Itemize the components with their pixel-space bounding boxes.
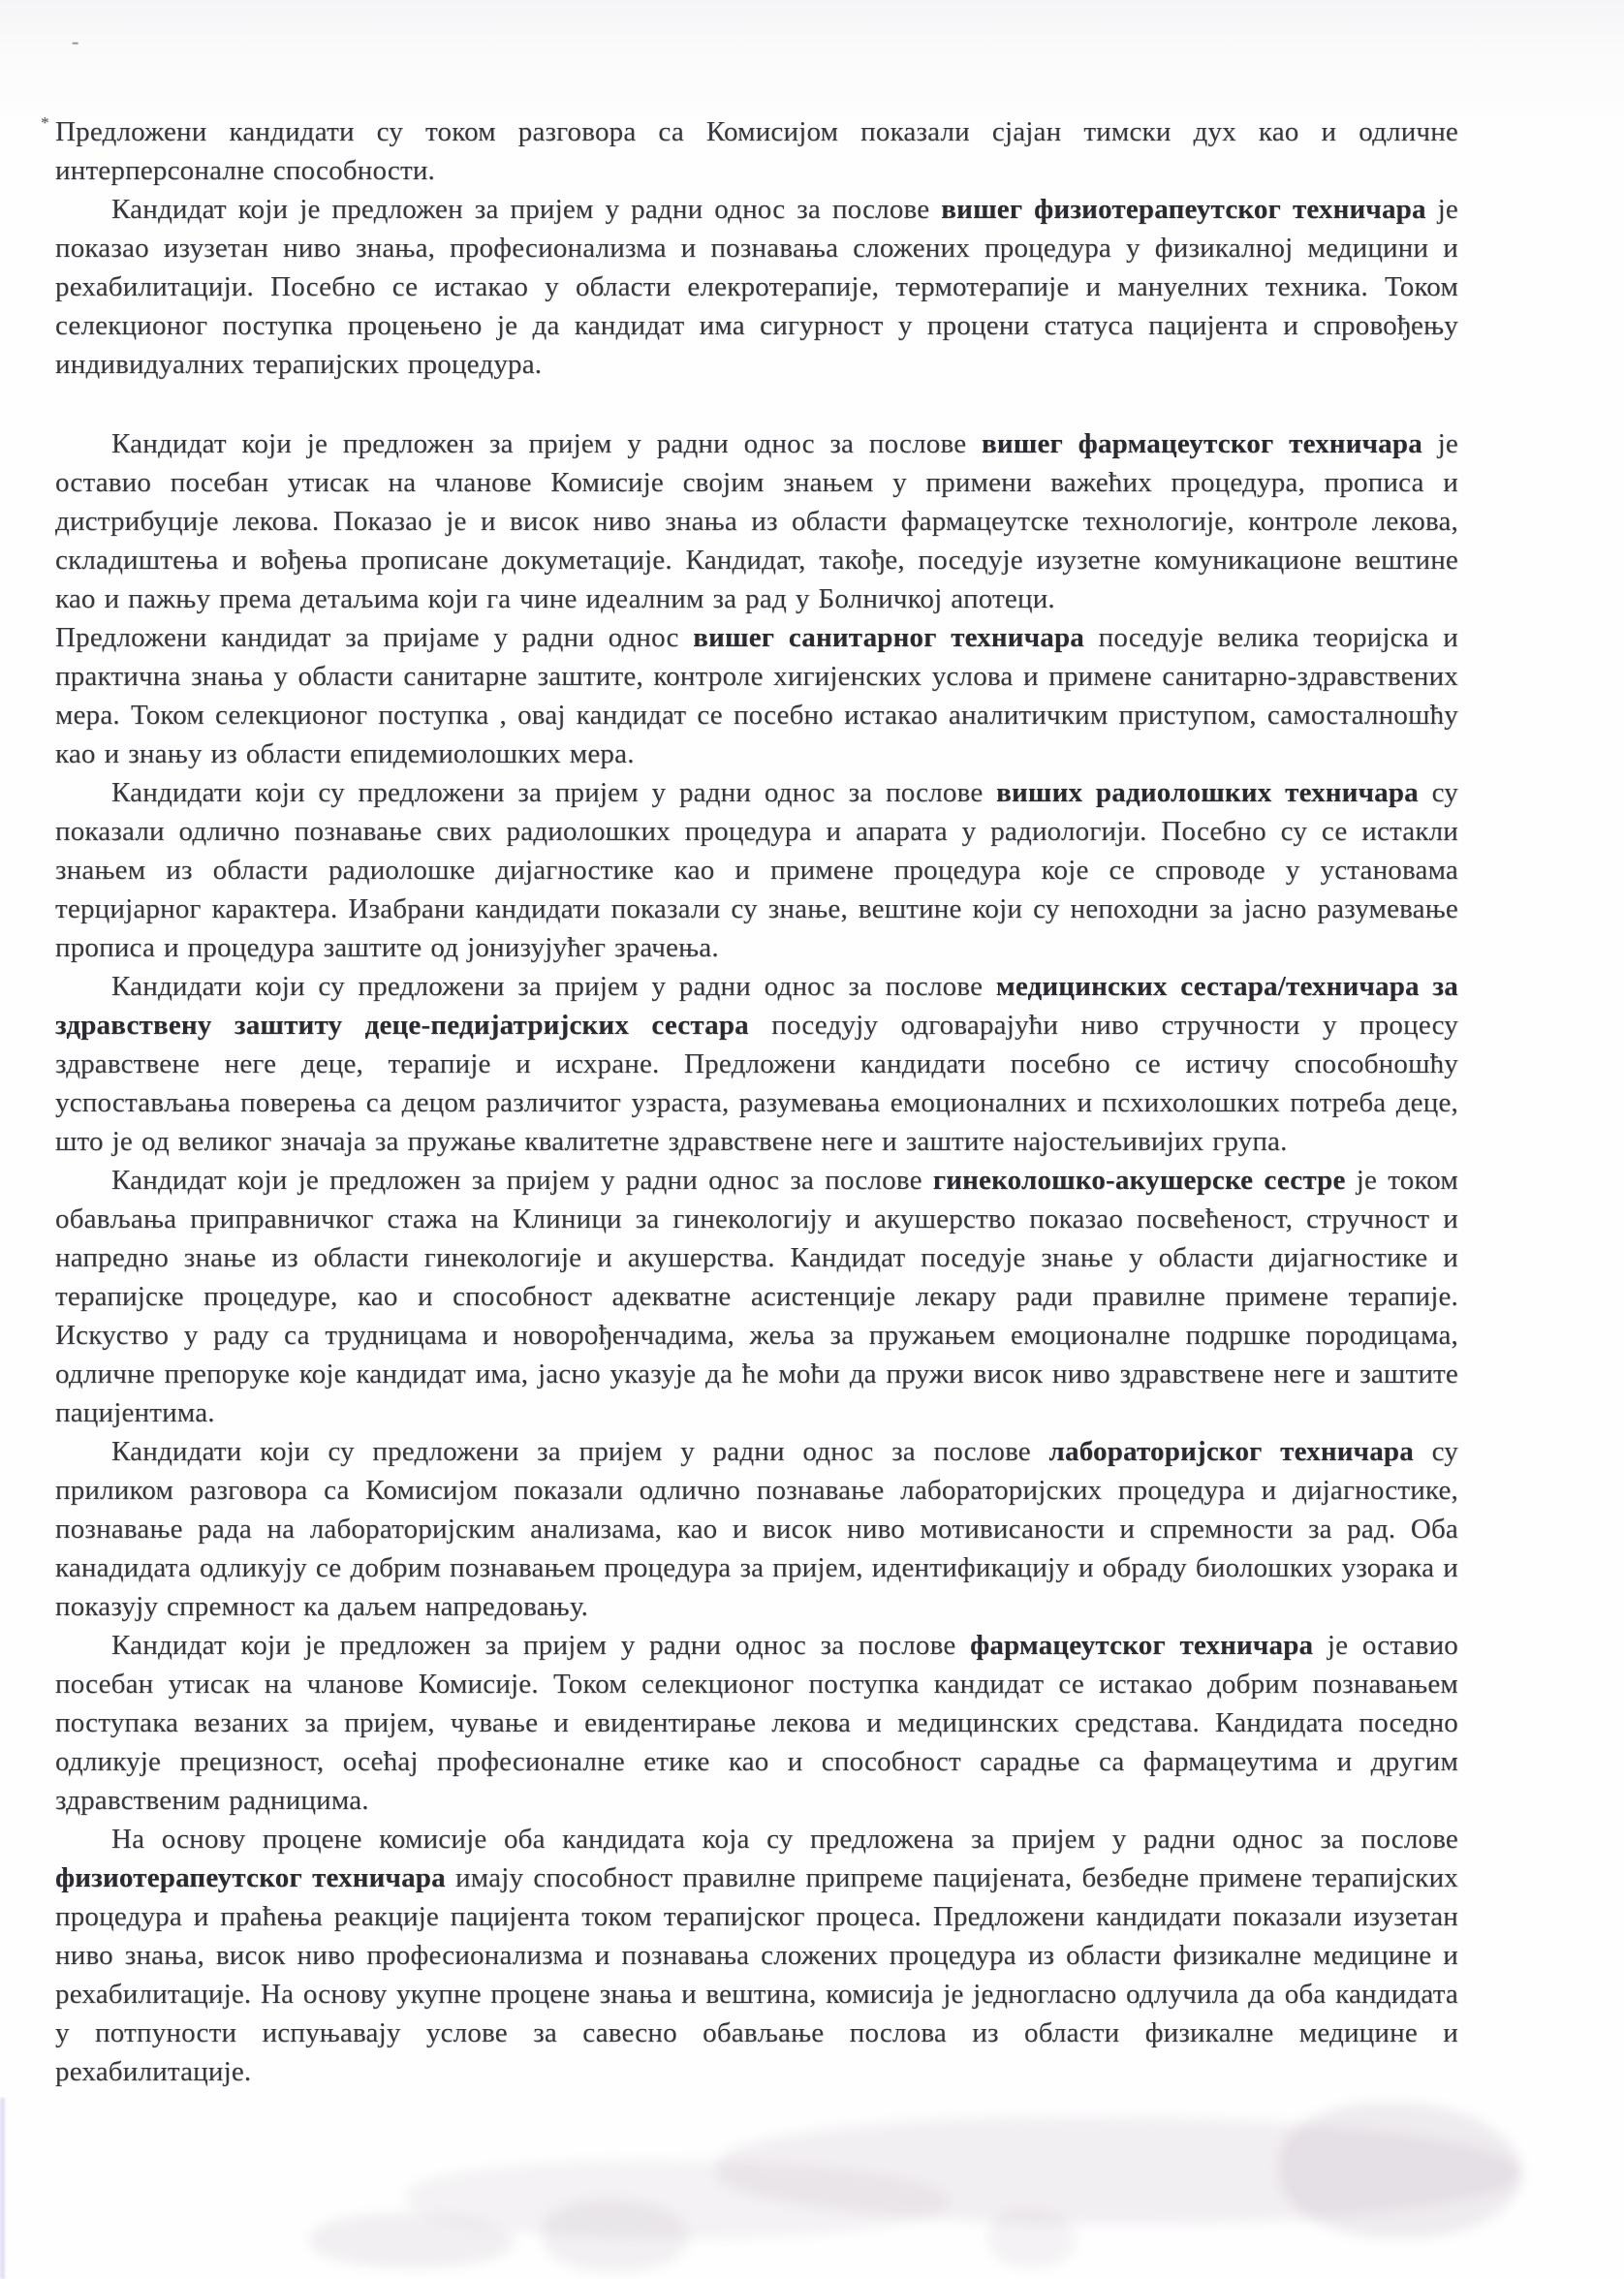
paragraph [41, 112, 1458, 190]
text-run: Кандидати који су предложени за пријем у радни однос за послове [111, 1436, 1049, 1467]
job-title-bold-run: виших радиолошких техничара [996, 777, 1419, 808]
job-title-bold-run: медицинских сестара/техничара за здравствену заштиту деце-педијатријских сестара [55, 971, 1458, 1041]
text-run: су показали одлично познавање свих радиолошких процедура и апарата у радиологији. Посебно су се истакли знањем из области радиолошке дијагностике као и примене процедура које се спроводе у установама терцијарног карактера. Изабрани кандидати показали су знање, вештине који су непоходни за јасно разумевање прописа и процедура заштите од јонизујућег зрачења. [55, 777, 1459, 963]
text-run: Кандидат који је предложен за пријем у радни однос за послове [111, 194, 942, 225]
job-title-bold-run: физиотерапеутског техничара [55, 1862, 446, 1893]
text-run: Кандидат који је предложен за пријем у радни однос за послове [111, 1630, 971, 1661]
text-run: Кандидати који су предложени за пријем у радни однос за послове [111, 971, 996, 1002]
paragraph [55, 424, 1458, 618]
scan-edge-line [0, 2098, 5, 2279]
job-title-bold-run: вишег фармацеутског техничара [982, 428, 1422, 459]
paragraph [55, 618, 1458, 773]
bleed-through-blob [988, 2209, 1076, 2267]
bleed-through-blob [407, 2161, 950, 2238]
text-run: имају способност правилне припреме пацијената, безбедне примене терапијских процедура и праћења реакције пацијента током терапијског процеса. Предложени кандидати показали изузетан ниво знања, висок ниво професионализма и познавања сложених процедура из области физикалне медицине и рехабилитације. На основу укупне процене знања и вештина, комисија је једногласно одлучила да оба кандидата у потпуности испуњавају услове за савесно обављање послова из области физикалне медицине и рехабилитације. [55, 1862, 1458, 2087]
job-title-bold-run: гинеколошко-акушерске сестре [932, 1165, 1346, 1196]
scan-artifact-mark: - [72, 29, 80, 53]
text-run: Кандидат који је предложен за пријем у радни однос за послове [111, 1165, 933, 1196]
bleed-through-blob [543, 2200, 688, 2272]
paragraph [55, 190, 1458, 384]
text-run: поседује велика теоријска и практична знања у области санитарне заштите, контроле хигијенских услова и примене санитарно-здравствених мера. Током селекционог поступка , овај кандидат се посебно истакао аналитичким приступом, самосталношћу као и знању из области епидемиолошких мера. [55, 622, 1458, 769]
paragraph [55, 1432, 1458, 1626]
text-run: Кандидат који је предложен за пријем у радни однос за послове [111, 428, 983, 459]
text-run: Предложени кандидат за пријаме у радни однос [55, 622, 694, 653]
paragraph [55, 1161, 1458, 1432]
text-run: На основу процене комисије оба кандидата која су предложена за пријем у радни однос за послове [111, 1824, 1458, 1855]
document-text-block [41, 112, 1459, 2091]
bleed-through-blob [717, 2117, 1521, 2224]
job-title-bold-run: вишег санитарног техничара [693, 622, 1084, 653]
job-title-bold-run: вишег физиотерапеутског техничара [941, 194, 1426, 225]
text-run: је показао изузетан ниво знања, професионализма и познавања сложених процедура у физикалној медицини и рехабилитацији. Посебно се истакао у области елекротерапије, термотерапије и мануелних техника. Током селекционог поступка процењено је да кандидат има сигурност у процени статуса пацијента и спровођењу индивидуалних терапијских процедура. [55, 194, 1458, 380]
text-run: Предложени кандидати су током разговора са Комисијом показали сјајан тимски дух као и одличне интерперсоналне способности. [55, 116, 1458, 186]
job-title-bold-run: лабораторијског техничара [1048, 1436, 1414, 1467]
text-run: је током обављања приправничког стажа на Клиници за гинекологију и акушерство показао посвећеност, стручност и напредно знање из области гинекологије и акушерства. Кандидат поседује знање у области дијагностике и терапијске процедуре, као и способност адекватне асистенције лекару ради правилне примене терапије. Искуство у раду са трудницама и новорођенчадима, жеља за пружањем емоционалне подршке породицама, одличне препоруке које кандидат има, јасно указује да ће моћи да пружи висок ниво здравствене неге и заштите пацијентима. [55, 1165, 1458, 1428]
paragraph [55, 967, 1458, 1161]
paragraph-marker: * [41, 113, 49, 132]
paragraph [55, 1626, 1458, 1820]
text-run: су приликом разговора са Комисијом показали одлично познавање лабораторијских процедура и дијагностике, познавање рада на лабораторијским анализама, као и висок ниво мотивисаности и спремности за рад. Оба канадидата одликују се добрим познавањем процедура за пријем, идентификацију и обраду биолошких узорака и показују спремност ка даљем напредовању. [55, 1436, 1458, 1622]
text-run: поседују одговарајући ниво стручности у процесу здравствене неге деце, терапије и исхране. Предложени кандидати посебно се истичу способношћу успостављања поверења са децом различитог узраста, разумевања емоционалних и псхихолошких потреба деце, што је од великог значаја за пружање квалитетне здравствене неге и заштите најостељивијих група. [55, 1010, 1459, 1157]
job-title-bold-run: фармацеутског техничара [970, 1630, 1314, 1661]
text-run: Кандидати који су предложени за пријем у радни однос за послове [111, 777, 997, 808]
bleed-through-blob [310, 2214, 514, 2267]
text-run: је оставио посебан утисак на чланове Комисије својим знањем у примени важећих процедура, прописа и дистрибуције лекова. Показао је и висок ниво знања из области фармацеутске технологије, контроле лекова, складиштења и вођења прописане докуметације. Кандидат, такође, поседује изузетне комуникационе вештине као и пажњу према детаљима који га чине идеалним за рад у Болничкој апотеци. [55, 428, 1459, 614]
bleed-through-blob [1279, 2103, 1521, 2238]
paragraph [55, 773, 1458, 967]
paragraph [55, 1820, 1458, 2091]
text-run: је оставио посебан утисак на чланове Комисије. Током селекционог поступка кандидат се истакао добрим познавањем поступака везаних за пријем, чување и евидентирање лекова и медицинских средстава. Кандидата поседно одликује прецизност, осећај професионалне етике као и способност сарадње са фармацеутима и другим здравственим радницима. [55, 1630, 1458, 1816]
